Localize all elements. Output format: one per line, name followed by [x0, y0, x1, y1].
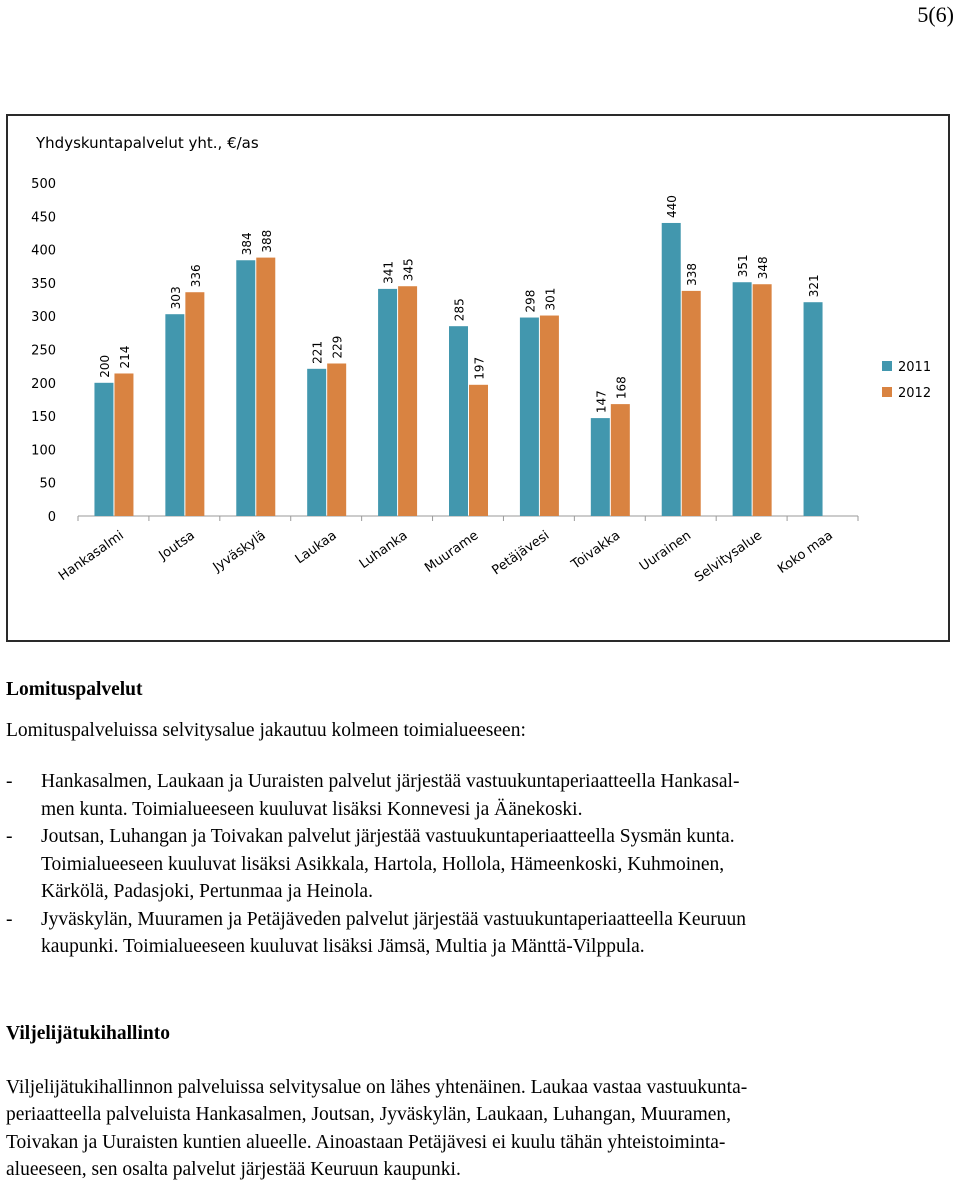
list-dash: - [6, 908, 13, 930]
data-label: 298 [523, 289, 538, 313]
list-item [6, 906, 946, 961]
x-tick-label: Laukaa [292, 528, 340, 568]
paragraph-line: periaatteella palveluista Hankasalmen, Joutsan, Jyväskylän, Laukaan, Luhangan, Muuramen, [6, 1104, 732, 1125]
bar-2012 [469, 385, 488, 516]
bar-2012 [753, 284, 772, 516]
data-label: 168 [614, 376, 629, 400]
bar-2012 [256, 258, 275, 516]
legend-label: 2012 [898, 386, 932, 401]
data-label: 229 [330, 335, 345, 359]
list-item-line: Joutsan, Luhangan ja Toivakan palvelut järjestää vastuukuntaperiaatteella Sysmän kunta. [41, 826, 735, 847]
bar-2012 [682, 291, 701, 516]
bar-2011 [165, 314, 184, 516]
bar-2011 [733, 282, 752, 516]
data-label: 348 [756, 256, 771, 280]
chart-title: Yhdyskuntapalvelut yht., €/as [36, 134, 259, 152]
bar-2011 [591, 418, 610, 516]
bar-2011 [520, 318, 539, 516]
data-label: 440 [665, 195, 680, 218]
x-tick-label: Luhanka [356, 528, 411, 573]
paragraph-line: alueeseen, sen osalta palvelut järjestää Keuruun kaupunki. [6, 1159, 461, 1180]
y-tick-label: 150 [31, 410, 56, 426]
lomitus-section [6, 676, 946, 961]
data-label: 384 [239, 232, 254, 256]
data-label: 303 [168, 286, 183, 310]
data-label: 345 [401, 258, 416, 282]
data-label: 285 [452, 298, 467, 322]
bar-2012 [540, 316, 559, 516]
data-label: 336 [188, 264, 203, 288]
bar-2011 [449, 326, 468, 516]
paragraph-line: Viljelijätukihallinnon palveluissa selvitysalue on lähes yhtenäinen. Laukaa vastaa vastuukunta- [6, 1076, 748, 1098]
lomitus-heading: Lomituspalvelut [6, 679, 143, 700]
x-tick-label: Uurainen [637, 528, 695, 575]
bar-2012 [114, 373, 133, 516]
y-tick-label: 0 [47, 510, 56, 525]
bar-2011 [236, 260, 255, 516]
bar-2011 [94, 383, 113, 516]
y-tick-label: 200 [31, 376, 56, 392]
data-label: 351 [736, 254, 751, 278]
x-tick-label: Selvitysalue [692, 528, 765, 586]
bar-2011 [307, 369, 326, 516]
data-label: 301 [543, 287, 558, 311]
data-label: 147 [594, 390, 609, 414]
bar-2012 [327, 363, 346, 516]
x-tick-label: Toivakka [568, 528, 624, 573]
list-item-line: men kunta. Toimialueeseen kuuluvat lisäksi Konnevesi ja Äänekoski. [41, 798, 583, 820]
y-tick-label: 100 [31, 443, 56, 459]
y-tick-label: 500 [31, 177, 56, 192]
chart-svg [8, 116, 948, 640]
legend-swatch-2012 [882, 387, 892, 397]
viljelija-section [6, 1020, 946, 1184]
bar-2012 [185, 292, 204, 516]
x-tick-label: Joutsa [156, 528, 198, 564]
data-label: 341 [381, 260, 396, 284]
list-item-line: kaupunki. Toimialueeseen kuuluvat lisäksi Jämsä, Multia ja Mänttä-Vilppula. [41, 936, 645, 957]
y-tick-label: 250 [31, 343, 56, 359]
viljelija-heading: Viljelijätukihallinto [6, 1023, 170, 1044]
x-tick-label: Muurame [422, 528, 482, 576]
list-item-line: Hankasalmen, Laukaan ja Uuraisten palvelut järjestää vastuukuntaperiaatteella Hankasal- [41, 771, 740, 792]
list-dash: - [6, 771, 13, 792]
y-tick-label: 300 [31, 310, 56, 326]
paragraph-line: Toivakan ja Uuraisten kuntien alueelle. Ainoastaan Petäjävesi ei kuulu tähän yhteistoiminta- [6, 1131, 726, 1153]
x-tick-label: Hankasalmi [56, 528, 127, 585]
lomitus-list [6, 768, 946, 961]
x-tick-label: Petäjävesi [489, 528, 553, 579]
lomitus-intro: Lomituspalveluissa selvitysalue jakautuu kolmeen toimialueeseen: [6, 719, 526, 741]
list-dash: - [6, 826, 13, 847]
data-label: 388 [259, 229, 274, 253]
y-tick-label: 400 [31, 243, 56, 259]
list-item [6, 823, 946, 906]
list-item-line: Jyväskylän, Muuramen ja Petäjäveden palvelut järjestää vastuukuntaperiaatteella Keuruun [41, 908, 746, 930]
list-item [6, 768, 946, 823]
y-tick-label: 350 [31, 276, 56, 292]
data-label: 338 [685, 262, 700, 286]
x-tick-label: Koko maa [775, 528, 836, 577]
x-tick-label: Jyväskylä [210, 528, 269, 576]
bar-2012 [398, 286, 417, 516]
list-item-line: Kärkölä, Padasjoki, Pertunmaa ja Heinola. [41, 881, 373, 902]
list-item-line: Toimialueeseen kuuluvat lisäksi Asikkala, Hartola, Hollola, Hämeenkoski, Kuhmoinen, [41, 853, 725, 875]
y-tick-label: 50 [39, 476, 56, 492]
page-number: 5(6) [917, 2, 954, 27]
bar-2012 [611, 404, 630, 516]
bar-2011 [662, 223, 681, 516]
bar-2011 [378, 289, 397, 516]
data-label: 214 [117, 345, 132, 369]
bar-chart [6, 114, 950, 642]
legend-label: 2011 [898, 360, 932, 375]
data-label: 321 [807, 274, 822, 298]
y-tick-label: 450 [31, 210, 56, 226]
legend-swatch-2011 [882, 361, 892, 371]
data-label: 197 [472, 356, 487, 380]
viljelija-paragraph [6, 1074, 946, 1184]
data-label: 221 [310, 340, 325, 364]
bar-2011 [804, 302, 823, 516]
data-label: 200 [97, 354, 112, 378]
